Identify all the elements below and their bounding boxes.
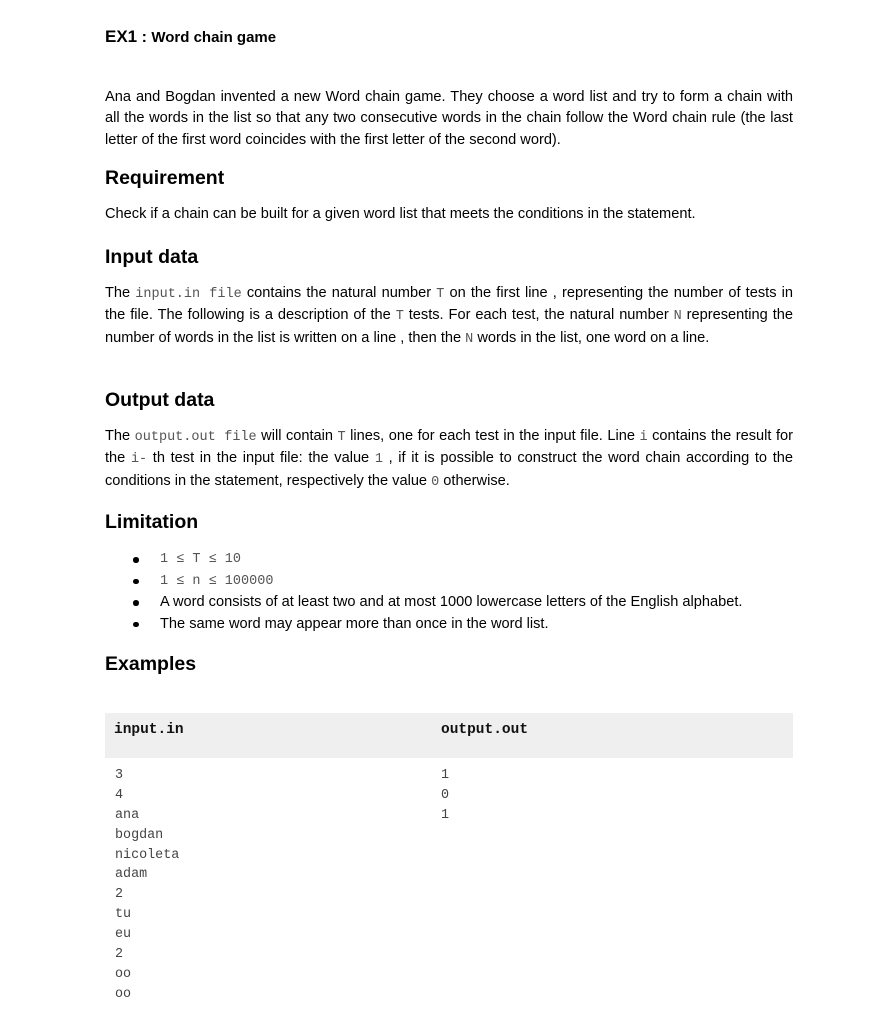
output-line: 1 <box>441 807 450 823</box>
limitation-item: 1 ≤ n ≤ 100000 <box>129 571 809 593</box>
input-line: oo <box>115 986 132 1002</box>
output-heading: Output data <box>105 389 215 411</box>
intro-paragraph: Ana and Bogdan invented a new Word chain game. They choose a word list and try to form a chain with all the words in the list so that any two consecutive words in the chain follow the Word chain rule (the last letter of the first word coincides with the first letter of the second word). <box>105 89 793 148</box>
limitation-item: A word consists of at least two and at most 1000 lowercase letters of the English alphabet. <box>129 592 809 614</box>
input-line: 4 <box>115 787 124 803</box>
input-line: nicoleta <box>115 847 180 863</box>
input-file-name: input.in file <box>135 287 242 302</box>
input-line: ana <box>115 807 140 823</box>
input-line: 2 <box>115 947 124 963</box>
limitation-item: 1 ≤ T ≤ 10 <box>129 549 809 571</box>
input-line: adam <box>115 867 148 883</box>
input-paragraph: The input.in file contains the natural number T on the first line , representing the number of tests in the file. The following is a description of the T tests. For each test, the natural number N representing the number of words in the list is written on a line , then the N words in the list, one word on a line. <box>105 285 793 347</box>
input-line: tu <box>115 907 132 923</box>
input-column <box>115 766 179 1005</box>
limitation-heading: Limitation <box>105 511 199 533</box>
output-line: 1 <box>441 768 450 783</box>
input-line: 3 <box>115 768 124 783</box>
input-heading: Input data <box>105 246 199 268</box>
examples-heading: Examples <box>105 653 197 675</box>
input-line: oo <box>115 966 132 982</box>
input-line: bogdan <box>115 827 164 843</box>
input-column-header: input.in <box>114 722 184 738</box>
output-line: 0 <box>441 787 450 803</box>
requirement-heading: Requirement <box>105 167 225 189</box>
output-paragraph: The output.out file will contain T lines, one for each test in the input file. Line i contains the result for the i- th test in the input file: the value 1 , if it is possible to construct the word chain according to the conditions in the statement, respectively the value 0 otherwise. <box>105 428 794 490</box>
exercise-number: EX1 <box>105 27 138 46</box>
title-separator: : <box>137 29 152 46</box>
output-file-name: output.out file <box>134 430 257 445</box>
output-column <box>441 766 449 826</box>
limitation-item: The same word may appear more than once in the word list. <box>129 614 809 636</box>
exercise-title <box>105 27 276 47</box>
exercise-name: Word chain game <box>151 29 277 46</box>
limitation-list <box>129 549 809 635</box>
input-line: eu <box>115 927 132 943</box>
output-column-header: output.out <box>441 722 529 738</box>
input-line: 2 <box>115 887 124 903</box>
requirement-text: Check if a chain can be built for a given word list that meets the conditions in the statement. <box>105 206 696 222</box>
